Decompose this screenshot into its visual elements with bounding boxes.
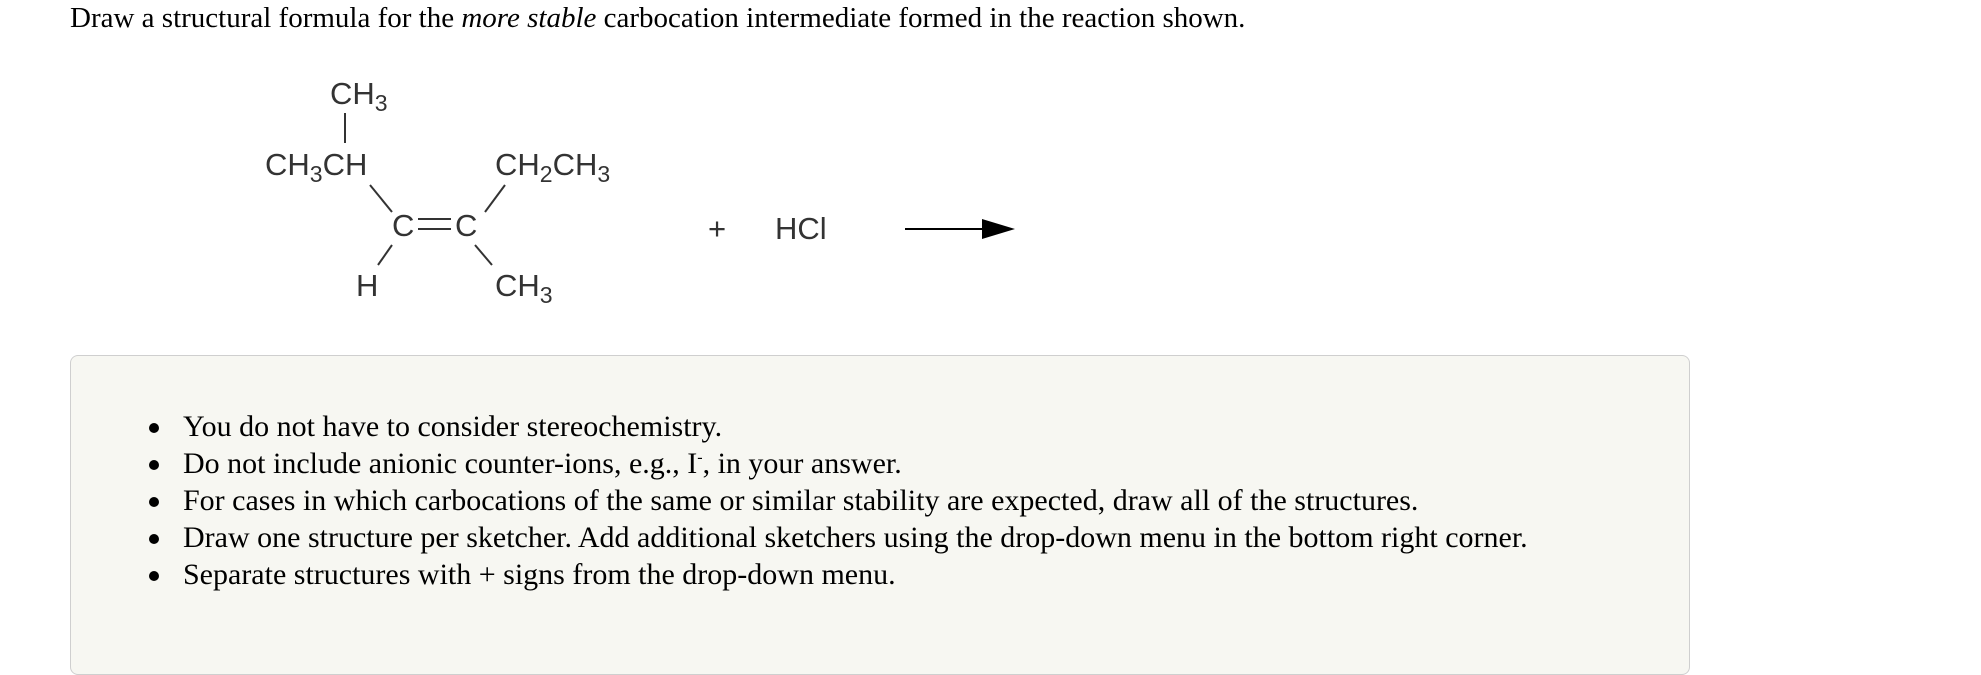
plus-sign: +: [708, 211, 727, 246]
bond-upper-right: [485, 185, 505, 212]
reaction-scheme-svg: [0, 0, 1100, 330]
instructions-list: [71, 408, 1528, 593]
reaction-arrow-head: [982, 219, 1015, 239]
bond-lower-left: [378, 245, 392, 265]
question-emphasis: more stable: [461, 2, 597, 34]
hydrogen-label: H: [356, 268, 379, 303]
instruction-item: Do not include anionic counter-ions, e.g., I-, in your answer.: [71, 445, 1528, 482]
right-group-label: $CH_2CH_3$: [495, 147, 611, 187]
bond-upper-left: [370, 185, 392, 212]
left-group-label: $CH_3CH$: [265, 147, 368, 187]
instruction-item: For cases in which carbocations of the same or similar stability are expected, draw all of the structures.: [71, 482, 1528, 519]
instruction-item: Draw one structure per sketcher. Add additional sketchers using the drop-down menu in the bottom right corner.: [71, 519, 1528, 556]
reaction-scheme: [0, 0, 1100, 330]
left-alkene-carbon: C: [392, 208, 415, 243]
reagent-label: HCl: [775, 211, 827, 246]
instructions-panel: [70, 355, 1690, 675]
instruction-item: You do not have to consider stereochemistry.: [71, 408, 1528, 445]
question-suffix: carbocation intermediate formed in the reaction shown.: [596, 2, 1246, 34]
instruction-item: Separate structures with + signs from the drop-down menu.: [71, 556, 1528, 593]
bottom-methyl-label: $CH_3$: [495, 268, 553, 308]
top-methyl-label: $CH_3$: [330, 76, 388, 116]
right-alkene-carbon: C: [455, 208, 478, 243]
question-prefix: Draw a structural formula for the: [70, 2, 462, 34]
bond-lower-right: [475, 245, 492, 265]
